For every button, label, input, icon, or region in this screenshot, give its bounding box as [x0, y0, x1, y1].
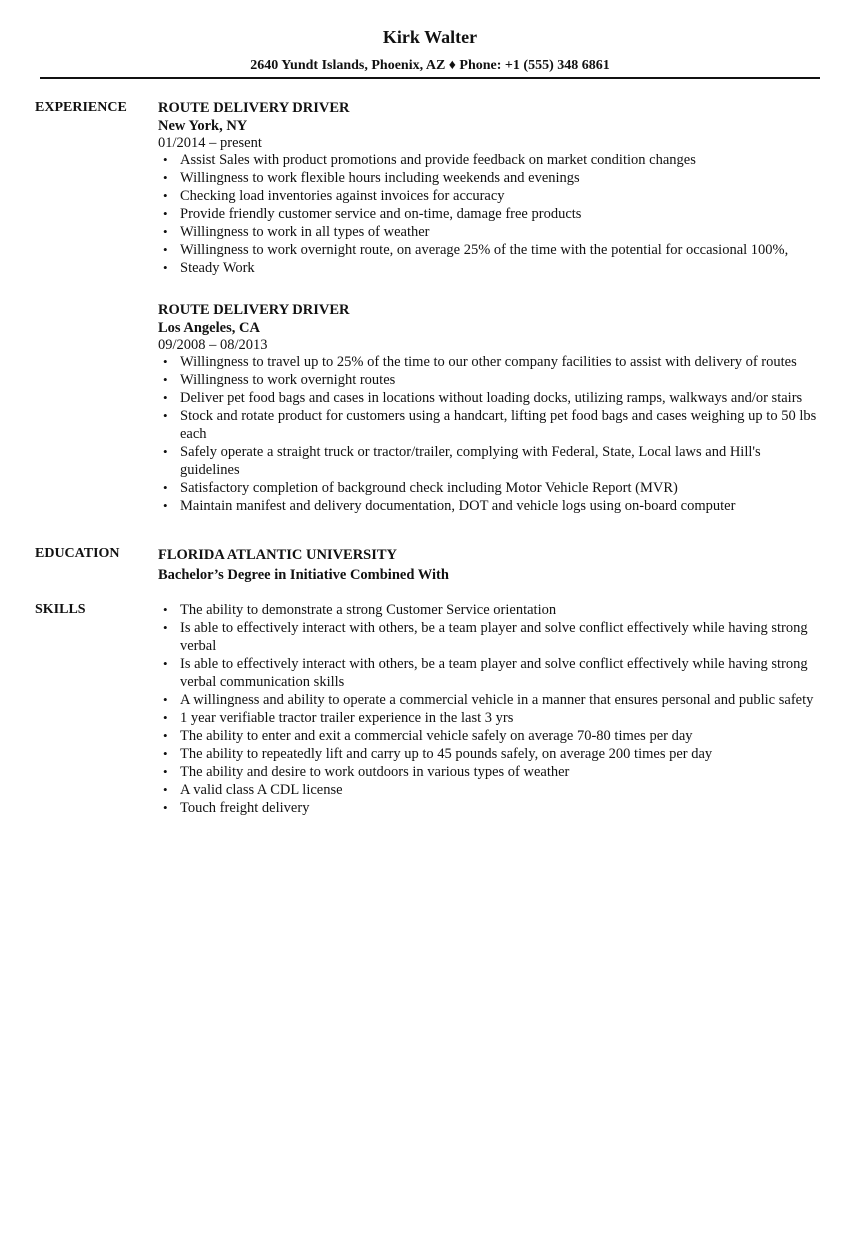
job-entry	[158, 99, 818, 277]
skill-item: • The ability to demonstrate a strong Customer Service orientation	[180, 601, 818, 619]
education-section	[35, 545, 860, 585]
job-location: New York, NY	[158, 118, 248, 134]
candidate-name: Kirk Walter	[382, 27, 478, 47]
skills-label: SKILLS	[35, 602, 86, 617]
job-dates: 01/2014 – present	[158, 135, 262, 151]
school-name: FLORIDA ATLANTIC UNIVERSITY	[158, 547, 398, 563]
bullet-item: • Provide friendly customer service and on-time, damage free products	[180, 205, 818, 223]
bullet-item: • Maintain manifest and delivery documentation, DOT and vehicle logs using on-board computer	[180, 497, 818, 515]
skill-item: • A valid class A CDL license	[180, 781, 818, 799]
skills-body	[158, 601, 818, 817]
job-entry	[158, 301, 818, 515]
experience-label: EXPERIENCE	[35, 100, 127, 115]
bullet-item: • Willingness to work flexible hours including weekends and evenings	[180, 169, 818, 187]
skills-section	[35, 601, 860, 817]
skill-item: • The ability and desire to work outdoors in various types of weather	[180, 763, 818, 781]
bullet-item: • Checking load inventories against invoices for accuracy	[180, 187, 818, 205]
education-body	[158, 545, 818, 585]
job-title: ROUTE DELIVERY DRIVER	[158, 100, 350, 116]
job-bullets	[158, 151, 818, 277]
skill-item: • Touch freight delivery	[180, 799, 818, 817]
bullet-item: • Willingness to work overnight routes	[180, 371, 818, 389]
bullet-item: • Willingness to work in all types of weather	[180, 223, 818, 241]
job-title: ROUTE DELIVERY DRIVER	[158, 302, 350, 318]
skill-item: • A willingness and ability to operate a commercial vehicle in a manner that ensures personal and public safety	[180, 691, 818, 709]
skills-list	[158, 601, 818, 817]
skill-item: • Is able to effectively interact with others, be a team player and solve conflict effectively while having strong verbal communication skills	[180, 655, 818, 691]
skill-item: • Is able to effectively interact with others, be a team player and solve conflict effectively while having strong verbal	[180, 619, 818, 655]
skill-item: • The ability to enter and exit a commercial vehicle safely on average 70-80 times per day	[180, 727, 818, 745]
bullet-item: • Assist Sales with product promotions and provide feedback on market condition changes	[180, 151, 818, 169]
degree: Bachelor’s Degree in Initiative Combined With	[158, 567, 449, 583]
bullet-item: • Willingness to travel up to 25% of the time to our other company facilities to assist with delivery of routes	[180, 353, 818, 371]
bullet-item: • Stock and rotate product for customers using a handcart, lifting pet food bags and cases weighing up to 50 lbs each	[180, 407, 818, 443]
header-divider	[40, 77, 820, 79]
bullet-item: • Satisfactory completion of background check including Motor Vehicle Report (MVR)	[180, 479, 818, 497]
education-label: EDUCATION	[35, 546, 120, 561]
experience-section	[35, 99, 860, 515]
bullet-item: • Steady Work	[180, 259, 818, 277]
bullet-item: • Safely operate a straight truck or tractor/trailer, complying with Federal, State, Local laws and Hill's guidelines	[180, 443, 818, 479]
job-location: Los Angeles, CA	[158, 320, 260, 336]
resume-header	[0, 0, 860, 75]
skill-item: • The ability to repeatedly lift and carry up to 45 pounds safely, on average 200 times per day	[180, 745, 818, 763]
bullet-item: • Deliver pet food bags and cases in locations without loading docks, utilizing ramps, walkways and/or stairs	[180, 389, 818, 407]
job-bullets	[158, 353, 818, 515]
contact-line: 2640 Yundt Islands, Phoenix, AZ ♦ Phone: +1 (555) 348 6861	[250, 58, 610, 73]
job-dates: 09/2008 – 08/2013	[158, 337, 268, 353]
skill-item: • 1 year verifiable tractor trailer experience in the last 3 yrs	[180, 709, 818, 727]
bullet-item: • Willingness to work overnight route, on average 25% of the time with the potential for occasional 100%,	[180, 241, 818, 259]
experience-body	[158, 99, 818, 515]
